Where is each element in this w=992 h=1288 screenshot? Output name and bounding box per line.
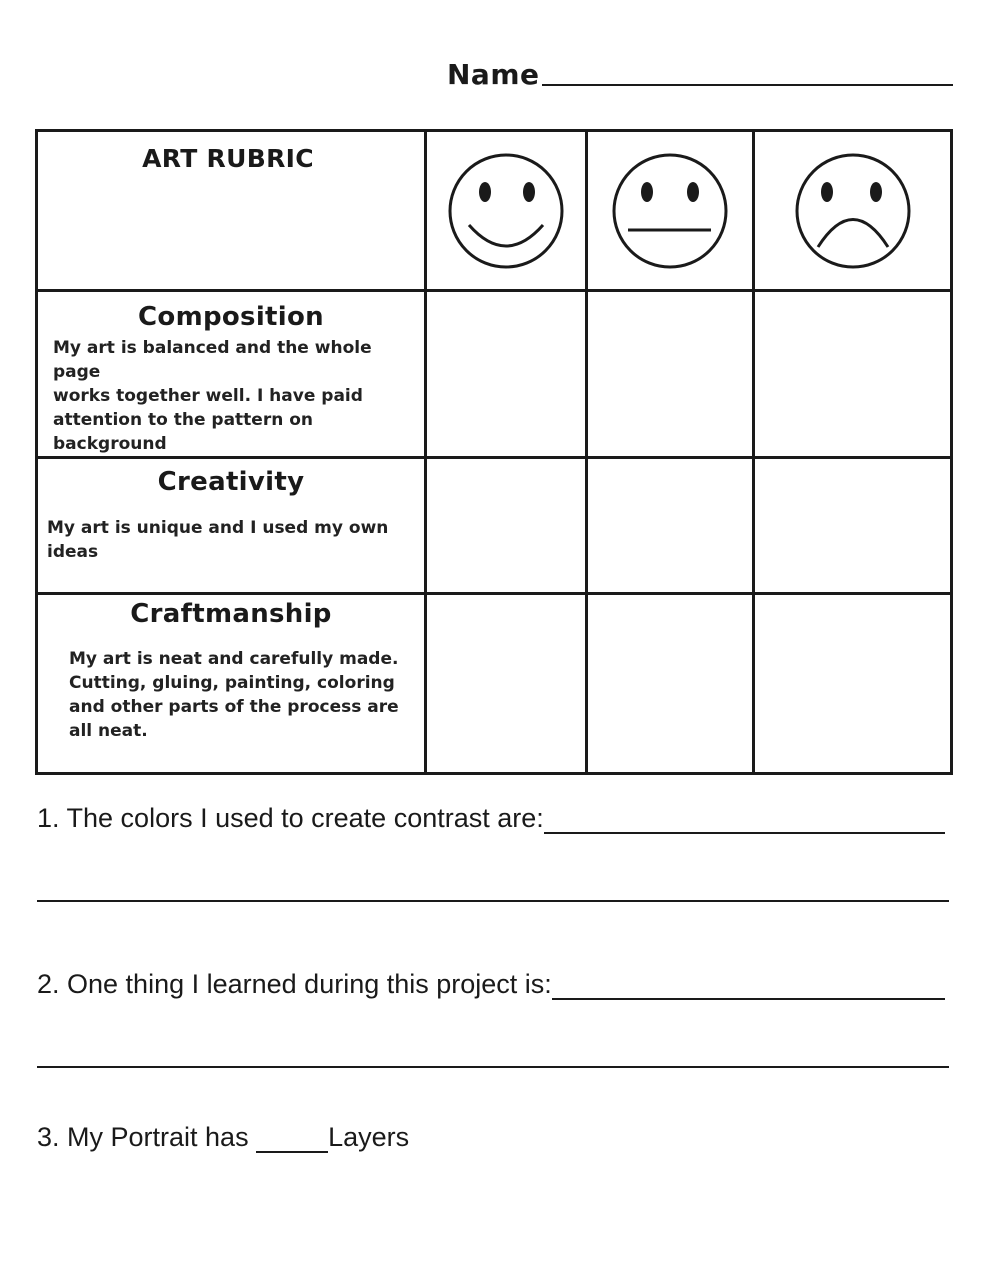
name-label: Name — [447, 58, 540, 91]
question-1-answer-line[interactable] — [37, 900, 949, 902]
description-line: My art is unique and I used my own ideas — [47, 518, 389, 562]
question-2 — [37, 968, 945, 1000]
layers-count-blank[interactable] — [256, 1127, 328, 1153]
face-cell-happy — [426, 131, 587, 291]
neutral-face-icon — [611, 152, 729, 270]
criterion-title: Creativity — [157, 467, 305, 497]
criterion-description — [47, 516, 424, 564]
criterion-cell-creativity — [37, 458, 426, 594]
description-line: attention to the pattern on background — [53, 410, 314, 454]
question-1-text: 1. The colors I used to create contrast are: — [37, 803, 544, 833]
art-rubric-table — [35, 129, 953, 775]
description-line: all neat. — [69, 721, 148, 741]
rating-cell[interactable] — [587, 291, 754, 458]
name-row — [447, 52, 953, 92]
description-line: My art is neat and carefully made. — [69, 649, 399, 669]
description-line: works together well. I have paid — [53, 386, 363, 406]
criterion-title: Composition — [138, 302, 324, 332]
question-2-answer-line[interactable] — [37, 1066, 949, 1068]
rubric-header-row — [37, 131, 952, 291]
question-2-text: 2. One thing I learned during this project is: — [37, 969, 552, 999]
rubric-title: ART RUBRIC — [142, 144, 314, 173]
rating-cell[interactable] — [426, 291, 587, 458]
rating-cell[interactable] — [754, 458, 952, 594]
rating-cell[interactable] — [754, 291, 952, 458]
criterion-row-composition — [37, 291, 952, 458]
question-3-text: 3. My Portrait has — [37, 1122, 257, 1152]
sad-face-icon — [794, 152, 912, 270]
criterion-description — [53, 336, 424, 456]
name-blank-line[interactable] — [542, 84, 954, 86]
criterion-row-craftmanship — [37, 594, 952, 774]
criterion-row-creativity — [37, 458, 952, 594]
question-3 — [37, 1121, 409, 1153]
rating-cell[interactable] — [426, 594, 587, 774]
rating-cell[interactable] — [587, 458, 754, 594]
rating-cell[interactable] — [426, 458, 587, 594]
question-1-blank[interactable] — [544, 808, 945, 834]
question-3-suffix: Layers — [328, 1122, 410, 1152]
description-line: My art is balanced and the whole page — [53, 338, 372, 382]
question-1 — [37, 802, 945, 834]
rubric-title-cell — [37, 131, 426, 291]
criterion-cell-craftmanship — [37, 594, 426, 774]
face-cell-neutral — [587, 131, 754, 291]
rating-cell[interactable] — [587, 594, 754, 774]
face-cell-sad — [754, 131, 952, 291]
description-line: Cutting, gluing, painting, coloring — [69, 673, 395, 693]
smiley-face-icon — [447, 152, 565, 270]
rating-cell[interactable] — [754, 594, 952, 774]
question-2-blank[interactable] — [552, 974, 945, 1000]
criterion-title: Craftmanship — [130, 599, 332, 629]
criterion-cell-composition — [37, 291, 426, 458]
criterion-description — [69, 647, 424, 743]
description-line: and other parts of the process are — [69, 697, 399, 717]
